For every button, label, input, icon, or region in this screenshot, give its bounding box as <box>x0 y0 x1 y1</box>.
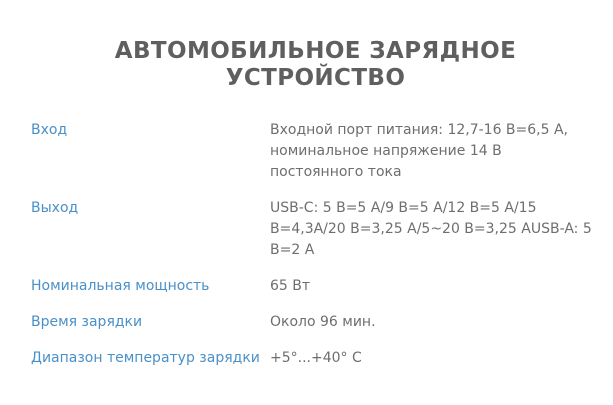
spec-value-temperature-range: +5°...+40° С <box>270 350 362 366</box>
spec-row-charge-time <box>31 312 601 348</box>
page-title-line-2: УСТРОЙСТВО <box>225 65 406 91</box>
spec-row-temperature-range <box>31 348 601 384</box>
spec-label-input: Вход <box>31 122 68 138</box>
spec-value-charge-time: Около 96 мин. <box>270 314 376 330</box>
spec-row-output <box>31 198 601 276</box>
page-title <box>0 38 613 92</box>
spec-value-output: USB-C: 5 В=5 А/9 В=5 А/12 В=5 А/15 В=4,3А/20 В=3,25 А/5~20 В=3,25 AUSB-A: 5 В=2 А <box>270 200 592 258</box>
spec-value-rated-power: 65 Вт <box>270 278 311 294</box>
spec-table <box>31 120 601 384</box>
page-title-line-1: АВТОМОБИЛЬНОЕ ЗАРЯДНОЕ <box>114 38 517 64</box>
spec-label-rated-power: Номинальная мощность <box>31 278 210 294</box>
spec-value-input: Входной порт питания: 12,7-16 В=6,5 А, номинальное напряжение 14 В постоянного тока <box>270 122 569 180</box>
spec-label-charge-time: Время зарядки <box>31 314 143 330</box>
spec-row-rated-power <box>31 276 601 312</box>
spec-label-output: Выход <box>31 200 79 216</box>
spec-label-temperature-range: Диапазон температур зарядки <box>31 350 260 366</box>
spec-row-input <box>31 120 601 198</box>
